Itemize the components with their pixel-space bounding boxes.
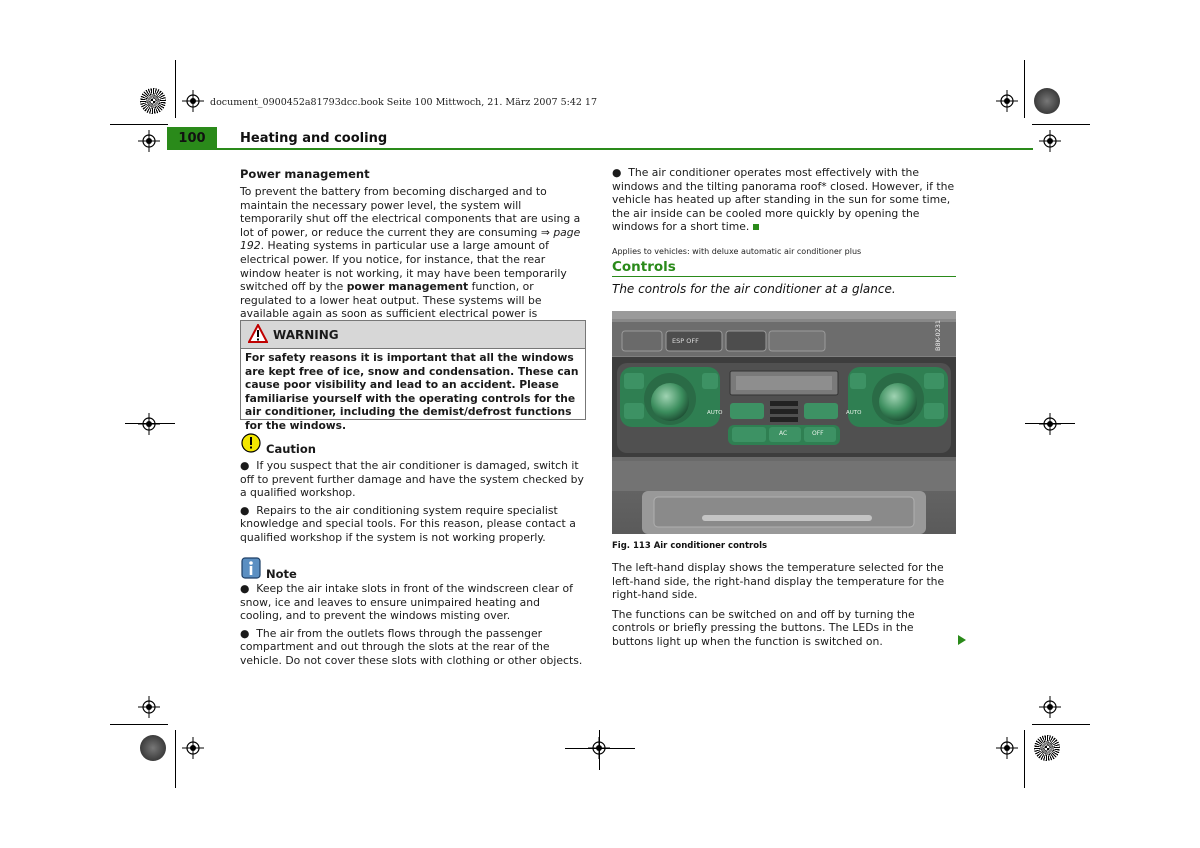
registration-mark xyxy=(182,90,204,112)
bullet-text: Keep the air intake slots in front of the windscreen clear of snow, ice and leaves to ensure unimpaired heating and cooling, and to prevent the windows misting over. xyxy=(240,582,573,623)
info-icon xyxy=(241,557,261,579)
continue-arrow-icon xyxy=(958,635,966,645)
power-management-paragraph xyxy=(240,185,585,335)
caution-title: Caution xyxy=(266,442,316,456)
power-management-heading: Power management xyxy=(240,167,370,181)
warning-title: WARNING xyxy=(273,328,339,342)
esp-off-button-label: ESP OFF xyxy=(672,337,699,345)
header-rule xyxy=(167,148,1033,150)
caution-bullet: ● If you suspect that the air conditioner is damaged, switch it off to prevent further damage and have the system checked by a qualified workshop. xyxy=(240,459,584,500)
off-button-label: OFF xyxy=(812,430,824,437)
caution-section xyxy=(240,433,585,545)
registration-mark xyxy=(182,737,204,759)
starburst-mark xyxy=(140,88,166,114)
starburst-mark xyxy=(1034,735,1060,761)
description-paragraph: The functions can be switched on and off by turning the controls or briefly pressing the buttons. The LEDs in the buttons light up when the function is switched on. xyxy=(612,607,915,648)
note-section xyxy=(240,557,585,668)
controls-subtitle: The controls for the air conditioner at a glance. xyxy=(612,282,896,296)
warning-triangle-icon xyxy=(248,324,268,343)
auto-left-button-label: AUTO xyxy=(707,410,723,416)
registration-mark xyxy=(138,130,160,152)
auto-right-button-label: AUTO xyxy=(846,410,862,416)
ac-button-label: AC xyxy=(779,430,788,437)
registration-mark xyxy=(138,696,160,718)
figure-code: B8K-0231 xyxy=(934,319,942,351)
note-bullet: ● The air from the outlets flows through the passenger compartment and out through the slots at the rear of the vehicle. Do not cover these slots with clothing or other objects. xyxy=(240,626,583,667)
figure-caption: Fig. 113 Air conditioner controls xyxy=(612,541,768,551)
bullet-text: Repairs to the air conditioning system require specialist knowledge and special tools. For this reason, please contact a qualified workshop if the system is not working properly. xyxy=(240,503,576,544)
air-conditioner-figure xyxy=(612,311,956,534)
controls-heading: Controls xyxy=(612,259,676,275)
registration-mark xyxy=(1039,130,1061,152)
top-bullet: ● The air conditioner operates most effectively with the windows and the tilting panorama roof* closed. However, if the vehicle has heated up after standing in the sun for some time, the air inside can be cooled more quickly by opening the windows for a short time. xyxy=(612,166,955,234)
registration-mark xyxy=(588,737,610,759)
gray-scale-mark xyxy=(1034,88,1060,114)
registration-mark xyxy=(1039,696,1061,718)
caution-header xyxy=(240,433,585,455)
paragraph-text: function, or regulated to a lower heat output. These systems will be available again as soon as sufficient electrical power is xyxy=(240,280,542,321)
paragraph-text: To prevent the battery from becoming discharged and to maintain the necessary power level, the system will temporarily shut off the electrical components that are using a lot of power, or reduce the current they are consuming ⇒ xyxy=(240,185,581,239)
exclamation-circle-icon xyxy=(241,433,261,453)
registration-mark xyxy=(138,413,160,435)
bullet-text: The air conditioner operates most effectively with the windows and the tilting panorama roof* closed. However, if the vehicle has heated up after standing in the sun for some time, the air inside can be cooled more quickly by opening the windows for a short time. xyxy=(612,166,955,234)
page-reference[interactable]: page 192 xyxy=(240,225,581,253)
controls-heading-rule xyxy=(612,276,956,277)
bold-term: power management xyxy=(346,280,469,294)
chapter-title: Heating and cooling xyxy=(240,131,388,146)
bullet-text: The air from the outlets flows through the passenger compartment and out through the slots at the rear of the vehicle. Do not cover these slots with clothing or other objects. xyxy=(240,626,583,667)
description-paragraph: The left-hand display shows the temperature selected for the left-hand side, the right-hand display the temperature for the right-hand side. xyxy=(612,561,945,602)
note-header xyxy=(240,557,585,581)
page-number: 100 xyxy=(178,131,206,146)
controls-description xyxy=(612,561,956,649)
warning-header xyxy=(241,321,585,349)
bullet-text: If you suspect that the air conditioner is damaged, switch it off to prevent further damage and have the system checked by a qualified workshop. xyxy=(240,459,584,500)
left-column xyxy=(240,166,585,335)
registration-mark xyxy=(1039,413,1061,435)
end-of-section-square xyxy=(753,224,759,230)
warning-box xyxy=(240,320,586,432)
applies-to-note: Applies to vehicles: with deluxe automatic air conditioner plus xyxy=(612,247,862,256)
registration-mark xyxy=(996,90,1018,112)
paragraph-text: . Heating systems in particular use a large amount of electrical power. If you notice, for instance, that the rear window heater is not working, it may have been temporarily switched off by the xyxy=(240,239,567,294)
file-header: document_0900452a81793dcc.book Seite 100 Mittwoch, 21. März 2007 5:42 17 xyxy=(210,97,598,108)
gray-scale-mark xyxy=(140,735,166,761)
note-title: Note xyxy=(266,567,297,581)
right-column-top xyxy=(612,166,957,234)
climate-panel-illustration xyxy=(612,311,956,534)
warning-text: For safety reasons it is important that all the windows are kept free of ice, snow and condensation. These can cause poor visibility and lead to an accident. Please familiarise yourself with the operating controls for the air conditioner, including the demist/defrost functions for the windows. xyxy=(245,351,579,432)
registration-mark xyxy=(996,737,1018,759)
caution-bullet: ● Repairs to the air conditioning system require specialist knowledge and special tools. For this reason, please contact a qualified workshop if the system is not working properly. xyxy=(240,503,576,544)
note-bullet: ● Keep the air intake slots in front of the windscreen clear of snow, ice and leaves to ensure unimpaired heating and cooling, and to prevent the windows misting over. xyxy=(240,582,573,623)
